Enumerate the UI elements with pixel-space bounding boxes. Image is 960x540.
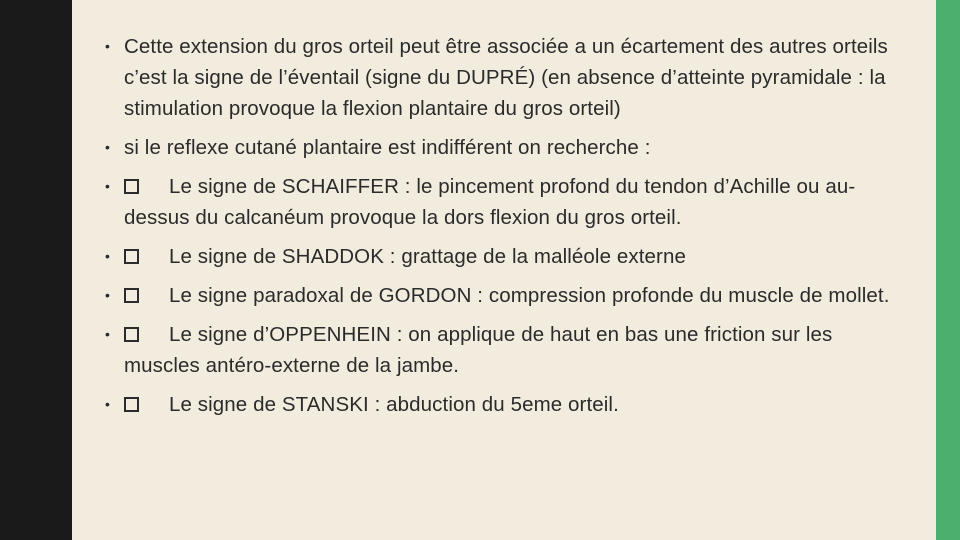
list-item — [105, 241, 905, 272]
bullet-dot: • — [105, 326, 111, 342]
list-item — [105, 171, 905, 233]
bullet-dot: • — [105, 287, 111, 303]
bullet-dot: • — [105, 38, 111, 54]
list-item — [105, 31, 905, 124]
list-item — [105, 132, 905, 163]
item-text: Le signe de STANSKI : abduction du 5eme orteil. — [169, 393, 619, 416]
bullet-dot: • — [105, 178, 111, 194]
right-accent-band — [936, 0, 960, 540]
checkbox-glyph-icon — [124, 179, 139, 194]
bullet-dot: • — [105, 396, 111, 412]
item-text: Le signe d’OPPENHEIN : on applique de haut en bas une friction sur les muscles antéro-externe de la jambe. — [124, 323, 833, 377]
checkbox-glyph-icon — [124, 327, 139, 342]
bullet-dot: • — [105, 248, 111, 264]
item-text: Le signe de SCHAIFFER : le pincement profond du tendon d’Achille ou au-dessus du calcanéum provoque la dors flexion du gros orteil. — [124, 175, 856, 229]
checkbox-glyph-icon — [124, 249, 139, 264]
left-wave-decoration — [40, 0, 80, 540]
bullet-dot: • — [105, 139, 111, 155]
bullet-list — [105, 31, 905, 420]
checkbox-glyph-icon — [124, 397, 139, 412]
list-item — [105, 280, 905, 311]
checkbox-glyph-icon — [124, 288, 139, 303]
list-item — [105, 389, 905, 420]
item-text: Le signe de SHADDOK : grattage de la malléole externe — [169, 245, 686, 268]
item-text: si le reflexe cutané plantaire est indifférent on recherche : — [124, 136, 651, 159]
item-text: Cette extension du gros orteil peut être associée a un écartement des autres orteils c’est la signe de l’éventail (signe du DUPRÉ) (en absence d’atteinte pyramidale : la stimulation provoque la flexion plantaire du gros orteil) — [124, 35, 888, 120]
item-text: Le signe paradoxal de GORDON : compression profonde du muscle de mollet. — [169, 284, 890, 307]
slide-content — [105, 31, 905, 428]
list-item — [105, 319, 905, 381]
